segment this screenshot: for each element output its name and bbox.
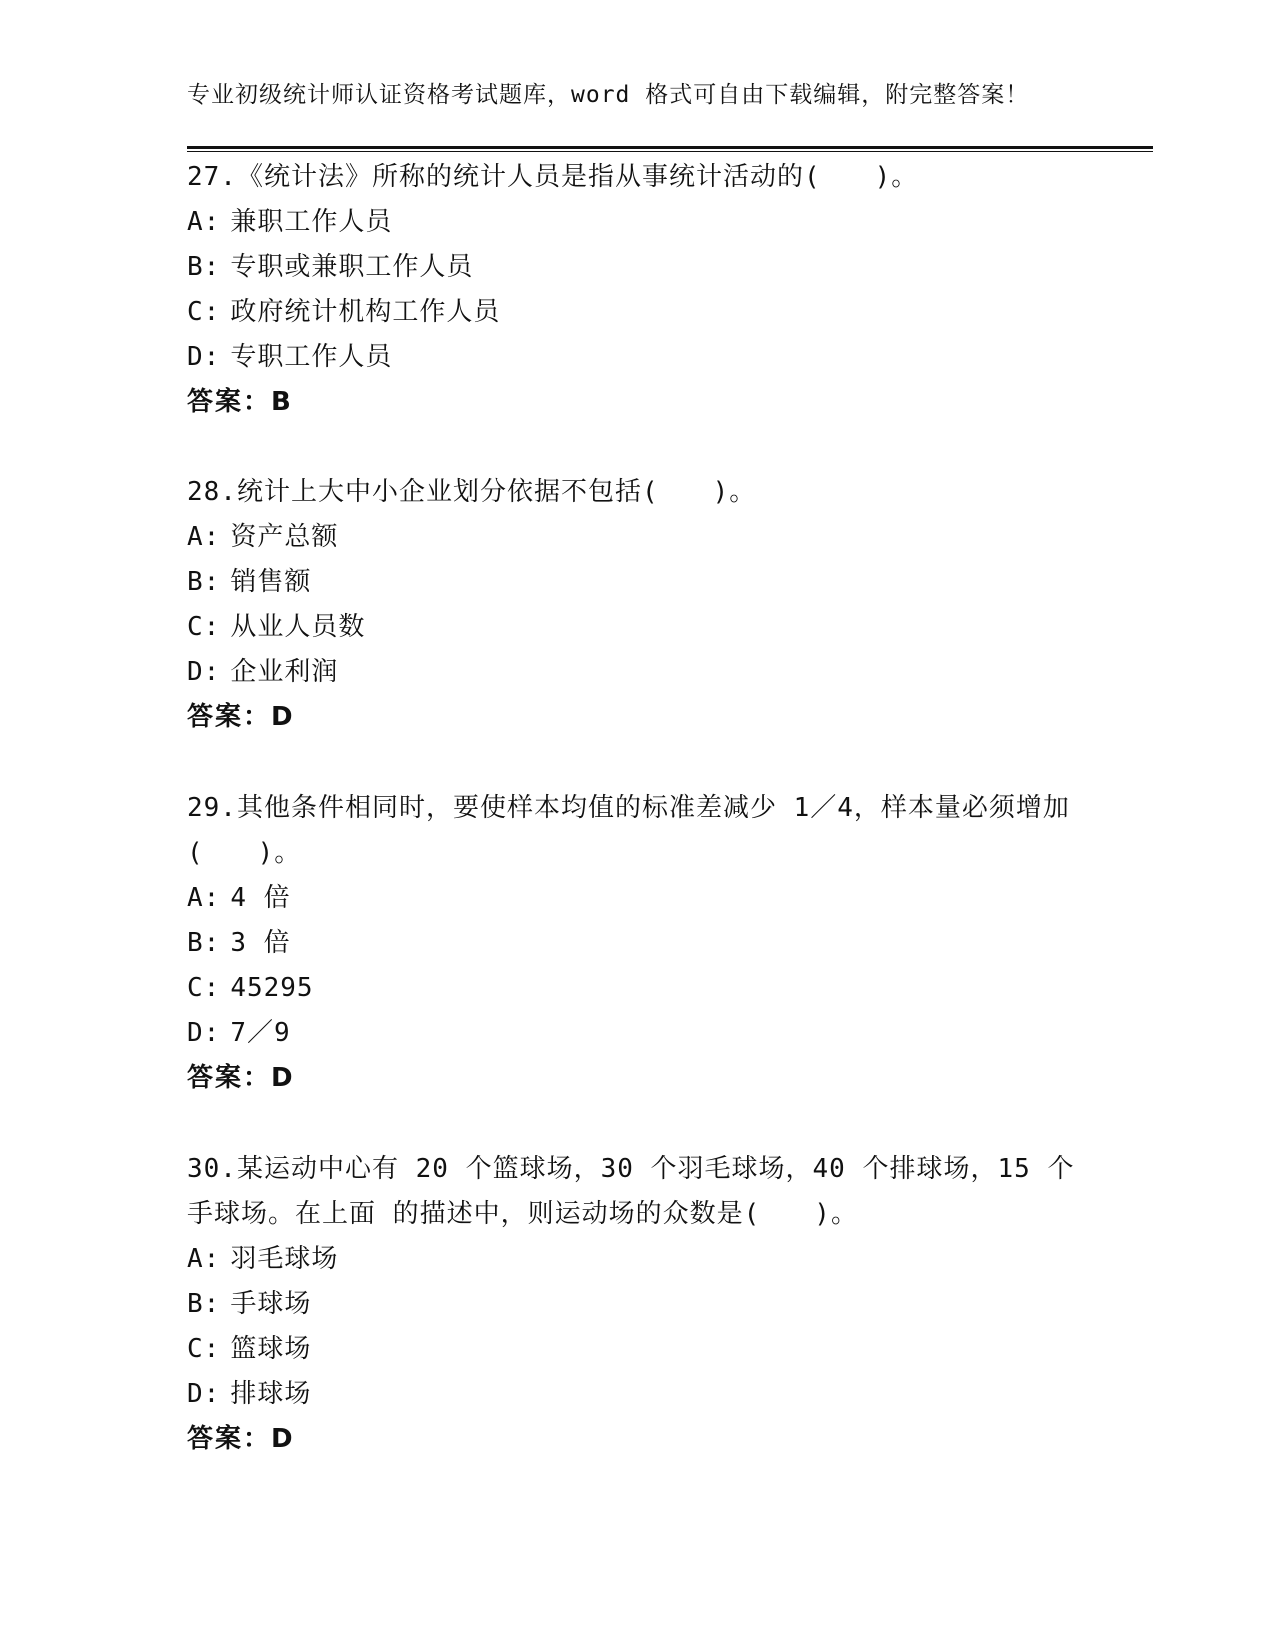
option-text: 企业利润: [230, 657, 339, 687]
question-27: [187, 155, 1087, 425]
option-a: [187, 515, 1087, 560]
option-b: [187, 921, 1087, 966]
option-letter: A:: [187, 522, 221, 552]
option-c: [187, 290, 1087, 335]
option-letter: C:: [187, 973, 221, 1003]
option-text: 专职或兼职工作人员: [230, 252, 474, 282]
option-b: [187, 1282, 1087, 1327]
option-letter: C:: [187, 612, 221, 642]
option-letter: D:: [187, 1379, 221, 1409]
option-text: 45295: [230, 973, 314, 1003]
option-letter: B:: [187, 567, 221, 597]
option-letter: A:: [187, 883, 221, 913]
question-28: [187, 470, 1087, 740]
question-text: 30.某运动中心有 20 个篮球场，30 个羽毛球场，40 个排球场，15 个手球场。在上面 的描述中，则运动场的众数是( )。: [187, 1154, 1075, 1229]
option-text: 羽毛球场: [230, 1244, 339, 1274]
option-text: 7／9: [230, 1018, 291, 1048]
option-letter: D:: [187, 342, 221, 372]
option-a: [187, 200, 1087, 245]
option-text: 专职工作人员: [230, 342, 393, 372]
option-text: 从业人员数: [230, 612, 366, 642]
option-letter: A:: [187, 1244, 221, 1274]
question-text: 29.其他条件相同时，要使样本均值的标准差减少 1／4，样本量必须增加( )。: [187, 793, 1070, 868]
question-30: [187, 1147, 1087, 1462]
option-text: 排球场: [230, 1379, 312, 1409]
option-letter: A:: [187, 207, 221, 237]
option-text: 销售额: [230, 567, 312, 597]
header-rule-thin: [187, 151, 1153, 152]
option-letter: B:: [187, 252, 221, 282]
option-letter: D:: [187, 657, 221, 687]
option-text: 篮球场: [230, 1334, 312, 1364]
option-letter: C:: [187, 1334, 221, 1364]
question-text: 27.《统计法》所称的统计人员是指从事统计活动的( )。: [187, 162, 919, 192]
option-text: 资产总额: [230, 522, 339, 552]
answer-line: 答案：B: [187, 387, 293, 417]
option-d: [187, 335, 1087, 380]
question-29: [187, 786, 1087, 1101]
answer-line: 答案：D: [187, 1424, 295, 1454]
option-d: [187, 650, 1087, 695]
answer-line: 答案：D: [187, 1063, 295, 1093]
option-b: [187, 560, 1087, 605]
option-letter: D:: [187, 1018, 221, 1048]
option-text: 3 倍: [230, 928, 291, 958]
option-text: 4 倍: [230, 883, 291, 913]
option-a: [187, 876, 1087, 921]
option-c: [187, 605, 1087, 650]
option-c: [187, 966, 1087, 1011]
option-letter: B:: [187, 1289, 221, 1319]
option-d: [187, 1372, 1087, 1417]
option-c: [187, 1327, 1087, 1372]
option-text: 手球场: [230, 1289, 312, 1319]
option-a: [187, 1237, 1087, 1282]
question-text: 28.统计上大中小企业划分依据不包括( )。: [187, 477, 757, 507]
option-letter: C:: [187, 297, 221, 327]
option-letter: B:: [187, 928, 221, 958]
option-text: 政府统计机构工作人员: [230, 297, 501, 327]
option-d: [187, 1011, 1087, 1056]
answer-line: 答案：D: [187, 702, 295, 732]
header-rule-thick: [187, 146, 1153, 149]
option-text: 兼职工作人员: [230, 207, 393, 237]
option-b: [187, 245, 1087, 290]
page-header: 专业初级统计师认证资格考试题库，word 格式可自由下载编辑，附完整答案！: [187, 82, 1030, 108]
